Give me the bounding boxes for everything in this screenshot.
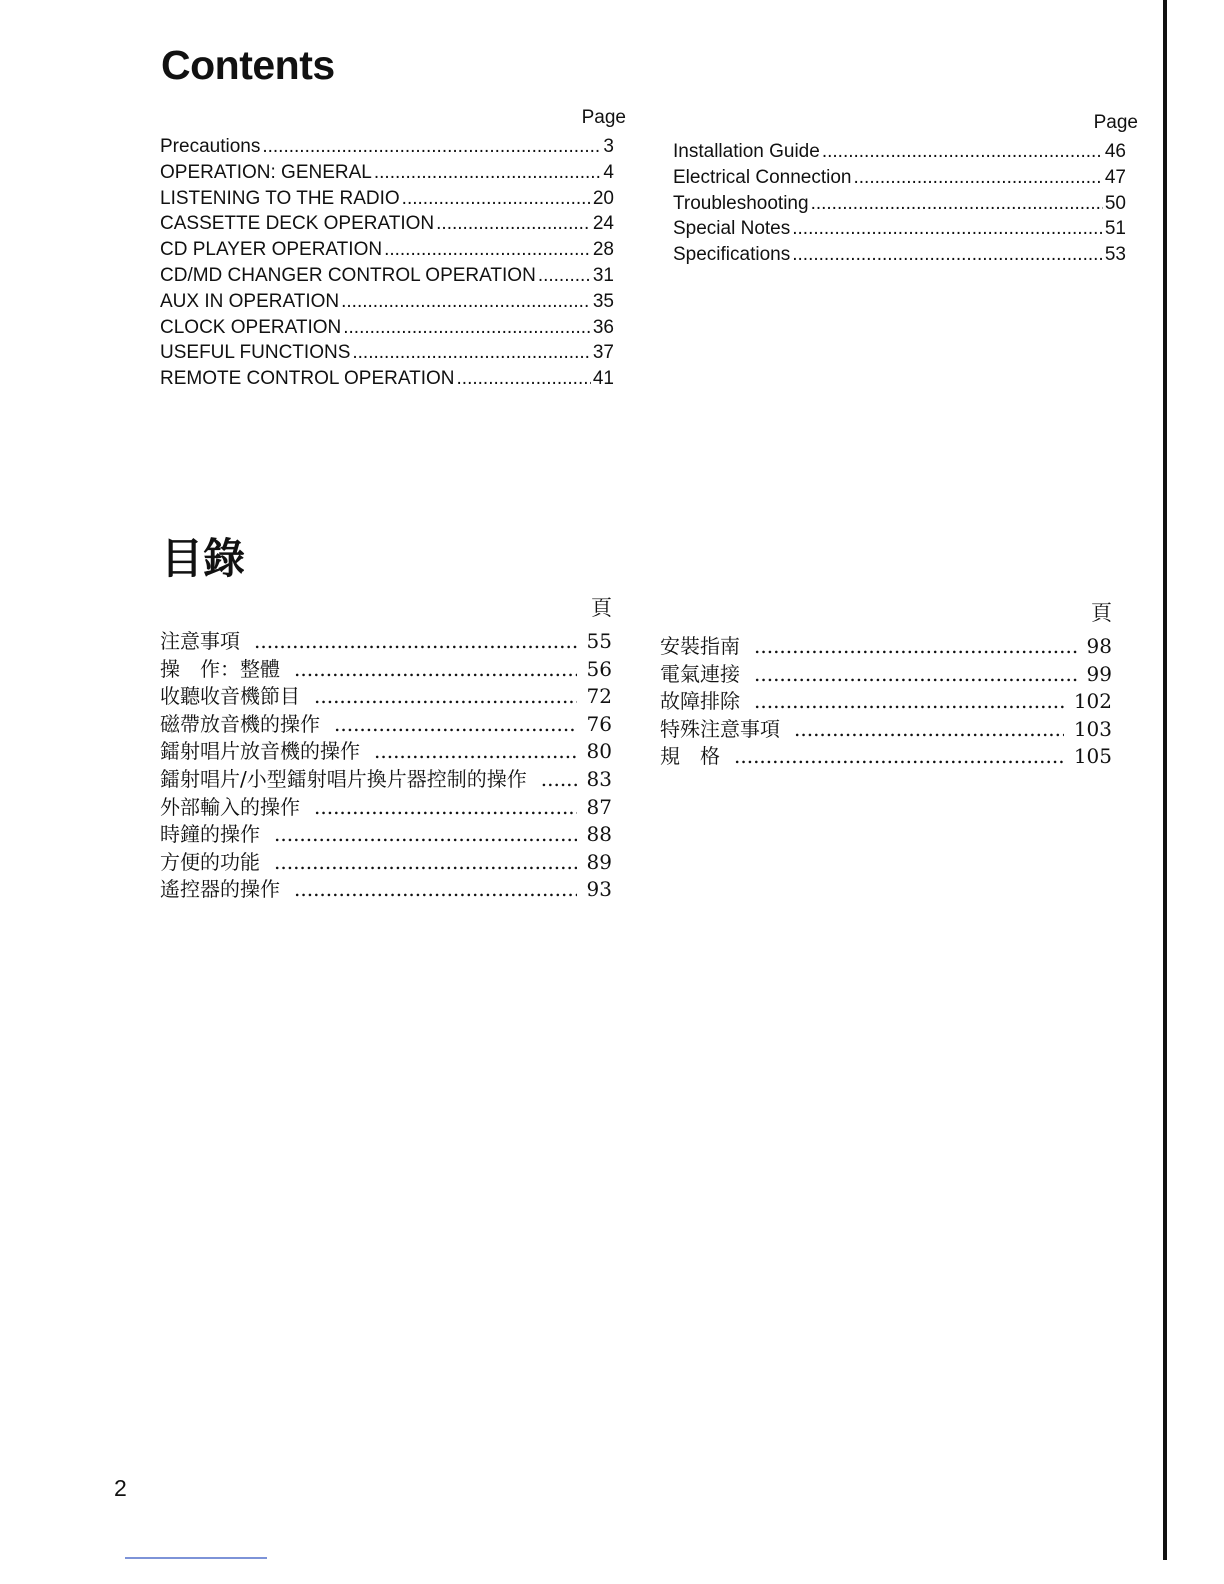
toc-entry-page: 50 bbox=[1104, 192, 1126, 214]
toc-entry-page: 41 bbox=[592, 368, 614, 390]
toc-entry-page: 3 bbox=[603, 136, 614, 157]
toc-entry-label: 外部輸入的操作 bbox=[160, 794, 300, 819]
toc-entry[interactable] bbox=[160, 738, 612, 766]
toc-entry-page: 31 bbox=[592, 264, 614, 286]
toc-dot-leader bbox=[374, 738, 577, 766]
toc-entry[interactable] bbox=[160, 766, 612, 794]
toc-entry-label: 鐳射唱片/小型鐳射唱片換片器控制的操作 bbox=[160, 766, 527, 791]
toc-dot-leader bbox=[402, 186, 591, 212]
toc-english-right-column bbox=[673, 112, 1138, 268]
toc-entry[interactable] bbox=[160, 821, 612, 849]
toc-entry[interactable] bbox=[673, 191, 1126, 217]
toc-entry[interactable] bbox=[160, 160, 614, 186]
toc-entry-label: Specifications bbox=[673, 244, 791, 266]
toc-entry-label: Special Notes bbox=[673, 218, 791, 240]
toc-entry[interactable] bbox=[160, 849, 612, 877]
toc-entry-label: 時鐘的操作 bbox=[160, 822, 260, 847]
page-number: 2 bbox=[114, 1475, 127, 1501]
toc-dot-leader bbox=[794, 716, 1064, 744]
toc-dot-leader bbox=[853, 165, 1102, 191]
toc-entry-label: LISTENING TO THE RADIO bbox=[160, 187, 400, 209]
toc-entry-page: 51 bbox=[1104, 218, 1126, 240]
toc-entry-page: 76 bbox=[586, 711, 612, 736]
toc-dot-leader bbox=[254, 628, 577, 656]
toc-dot-leader bbox=[274, 849, 577, 877]
toc-dot-leader bbox=[754, 661, 1077, 689]
toc-entry-page: 35 bbox=[592, 290, 614, 312]
toc-entry-label: 收聽收音機節目 bbox=[160, 684, 300, 709]
toc-entry-label: OPERATION: GENERAL bbox=[160, 161, 372, 183]
toc-entry[interactable] bbox=[660, 743, 1112, 771]
toc-entry-label: Electrical Connection bbox=[673, 166, 852, 188]
toc-entry[interactable] bbox=[160, 711, 612, 739]
page-column-header: 頁 bbox=[591, 596, 612, 620]
toc-entry-page: 83 bbox=[586, 766, 612, 791]
toc-entry[interactable] bbox=[160, 366, 614, 392]
toc-entry-page: 72 bbox=[586, 684, 612, 709]
toc-entry-page: 47 bbox=[1104, 166, 1126, 188]
toc-dot-leader bbox=[341, 289, 591, 315]
toc-english-left-column bbox=[160, 107, 626, 392]
toc-entry[interactable] bbox=[673, 216, 1126, 242]
toc-entry[interactable] bbox=[160, 315, 614, 341]
toc-entry-label: AUX IN OPERATION bbox=[160, 290, 340, 312]
toc-entry[interactable] bbox=[160, 876, 612, 904]
toc-dot-leader bbox=[792, 216, 1103, 242]
toc-entry-page: 87 bbox=[586, 794, 612, 819]
page-column-header: Page bbox=[1093, 112, 1138, 133]
toc-list bbox=[660, 633, 1112, 771]
toc-dot-leader bbox=[792, 242, 1103, 268]
toc-dot-leader bbox=[822, 139, 1103, 165]
toc-entry-label: CD PLAYER OPERATION bbox=[160, 239, 383, 261]
toc-entry-page: 20 bbox=[592, 187, 614, 209]
toc-dot-leader bbox=[314, 794, 577, 822]
toc-entry-page: 4 bbox=[603, 161, 614, 183]
bottom-scan-mark bbox=[125, 1557, 267, 1559]
toc-entry-page: 99 bbox=[1086, 661, 1112, 686]
toc-dot-leader bbox=[294, 656, 577, 684]
contents-title: Contents bbox=[161, 42, 335, 88]
toc-entry-label: 磁帶放音機的操作 bbox=[160, 711, 320, 736]
toc-entry-label: CASSETTE DECK OPERATION bbox=[160, 213, 435, 235]
toc-entry[interactable] bbox=[160, 794, 612, 822]
toc-entry-label: USEFUL FUNCTIONS bbox=[160, 342, 351, 364]
page-column-header: Page bbox=[581, 107, 626, 128]
toc-entry-page: 80 bbox=[586, 739, 612, 764]
toc-entry[interactable] bbox=[160, 186, 614, 212]
toc-entry-label: 注意事項 bbox=[160, 629, 240, 653]
toc-entry-label: 鐳射唱片放音機的操作 bbox=[160, 739, 360, 764]
toc-entry-page: 36 bbox=[592, 316, 614, 338]
toc-dot-leader bbox=[811, 191, 1103, 217]
toc-entry-label: 特殊注意事項 bbox=[660, 716, 780, 741]
toc-chinese-left-column bbox=[160, 592, 612, 904]
toc-entry[interactable] bbox=[660, 661, 1112, 689]
toc-dot-leader bbox=[343, 315, 591, 341]
toc-entry-label: 電氣連接 bbox=[660, 661, 740, 686]
toc-dot-leader bbox=[262, 134, 601, 160]
toc-list bbox=[673, 139, 1126, 268]
toc-entry[interactable] bbox=[673, 165, 1126, 191]
toc-entry-page: 55 bbox=[586, 629, 612, 653]
toc-entry[interactable] bbox=[160, 134, 614, 160]
toc-entry-page: 88 bbox=[586, 822, 612, 847]
toc-entry-page: 102 bbox=[1073, 689, 1112, 714]
toc-entry-page: 37 bbox=[592, 342, 614, 364]
toc-entry-label: CLOCK OPERATION bbox=[160, 316, 342, 338]
toc-entry-label: 方便的功能 bbox=[160, 849, 260, 874]
toc-dot-leader bbox=[274, 821, 577, 849]
toc-entry-page: 56 bbox=[586, 656, 612, 681]
toc-entry[interactable] bbox=[160, 263, 614, 289]
toc-entry-page: 89 bbox=[586, 849, 612, 874]
toc-dot-leader bbox=[541, 766, 577, 794]
toc-entry[interactable] bbox=[160, 628, 612, 656]
toc-dot-leader bbox=[754, 633, 1077, 661]
toc-dot-leader bbox=[457, 366, 591, 392]
toc-entry[interactable] bbox=[160, 237, 614, 263]
toc-entry-page: 28 bbox=[592, 239, 614, 261]
toc-list bbox=[160, 134, 614, 392]
toc-entry[interactable] bbox=[160, 683, 612, 711]
toc-entry-label: 操 作：整體 bbox=[160, 656, 280, 681]
toc-entry[interactable] bbox=[160, 289, 614, 315]
toc-entry-label: 安裝指南 bbox=[660, 634, 740, 658]
toc-entry-page: 24 bbox=[592, 213, 614, 235]
toc-entry[interactable] bbox=[673, 242, 1126, 268]
toc-entry-page: 93 bbox=[586, 877, 612, 902]
toc-entry[interactable] bbox=[160, 340, 614, 366]
toc-entry-page: 103 bbox=[1073, 716, 1112, 741]
toc-dot-leader bbox=[314, 683, 577, 711]
toc-entry-label: Precautions bbox=[160, 136, 261, 157]
toc-entry-label: REMOTE CONTROL OPERATION bbox=[160, 368, 455, 390]
toc-entry[interactable] bbox=[660, 688, 1112, 716]
toc-dot-leader bbox=[436, 211, 591, 237]
contents-title-chinese: 目錄 bbox=[161, 534, 246, 583]
toc-entry-page: 53 bbox=[1104, 244, 1126, 266]
toc-dot-leader bbox=[294, 876, 577, 904]
toc-entry-page: 105 bbox=[1073, 744, 1112, 769]
toc-entry[interactable] bbox=[160, 211, 614, 237]
toc-entry-label: Troubleshooting bbox=[673, 192, 809, 214]
toc-dot-leader bbox=[374, 160, 602, 186]
toc-entry-page: 46 bbox=[1104, 141, 1126, 162]
toc-entry-label: 故障排除 bbox=[660, 689, 740, 714]
toc-entry[interactable] bbox=[160, 656, 612, 684]
toc-entry[interactable] bbox=[660, 716, 1112, 744]
toc-dot-leader bbox=[734, 743, 1064, 771]
page-edge-line bbox=[1163, 0, 1167, 1560]
page-column-header: 頁 bbox=[1091, 601, 1112, 625]
toc-list bbox=[160, 628, 612, 904]
toc-entry-label: 規 格 bbox=[660, 744, 720, 769]
toc-dot-leader bbox=[538, 263, 591, 289]
toc-chinese-right-column bbox=[660, 597, 1112, 771]
toc-entry-label: 遙控器的操作 bbox=[160, 877, 280, 902]
toc-entry[interactable] bbox=[660, 633, 1112, 661]
toc-entry-label: CD/MD CHANGER CONTROL OPERATION bbox=[160, 264, 536, 286]
toc-dot-leader bbox=[352, 340, 590, 366]
toc-entry-label: Installation Guide bbox=[673, 141, 820, 162]
toc-entry[interactable] bbox=[673, 139, 1126, 165]
toc-dot-leader bbox=[334, 711, 577, 739]
toc-dot-leader bbox=[754, 688, 1064, 716]
toc-dot-leader bbox=[384, 237, 591, 263]
toc-entry-page: 98 bbox=[1086, 634, 1112, 658]
